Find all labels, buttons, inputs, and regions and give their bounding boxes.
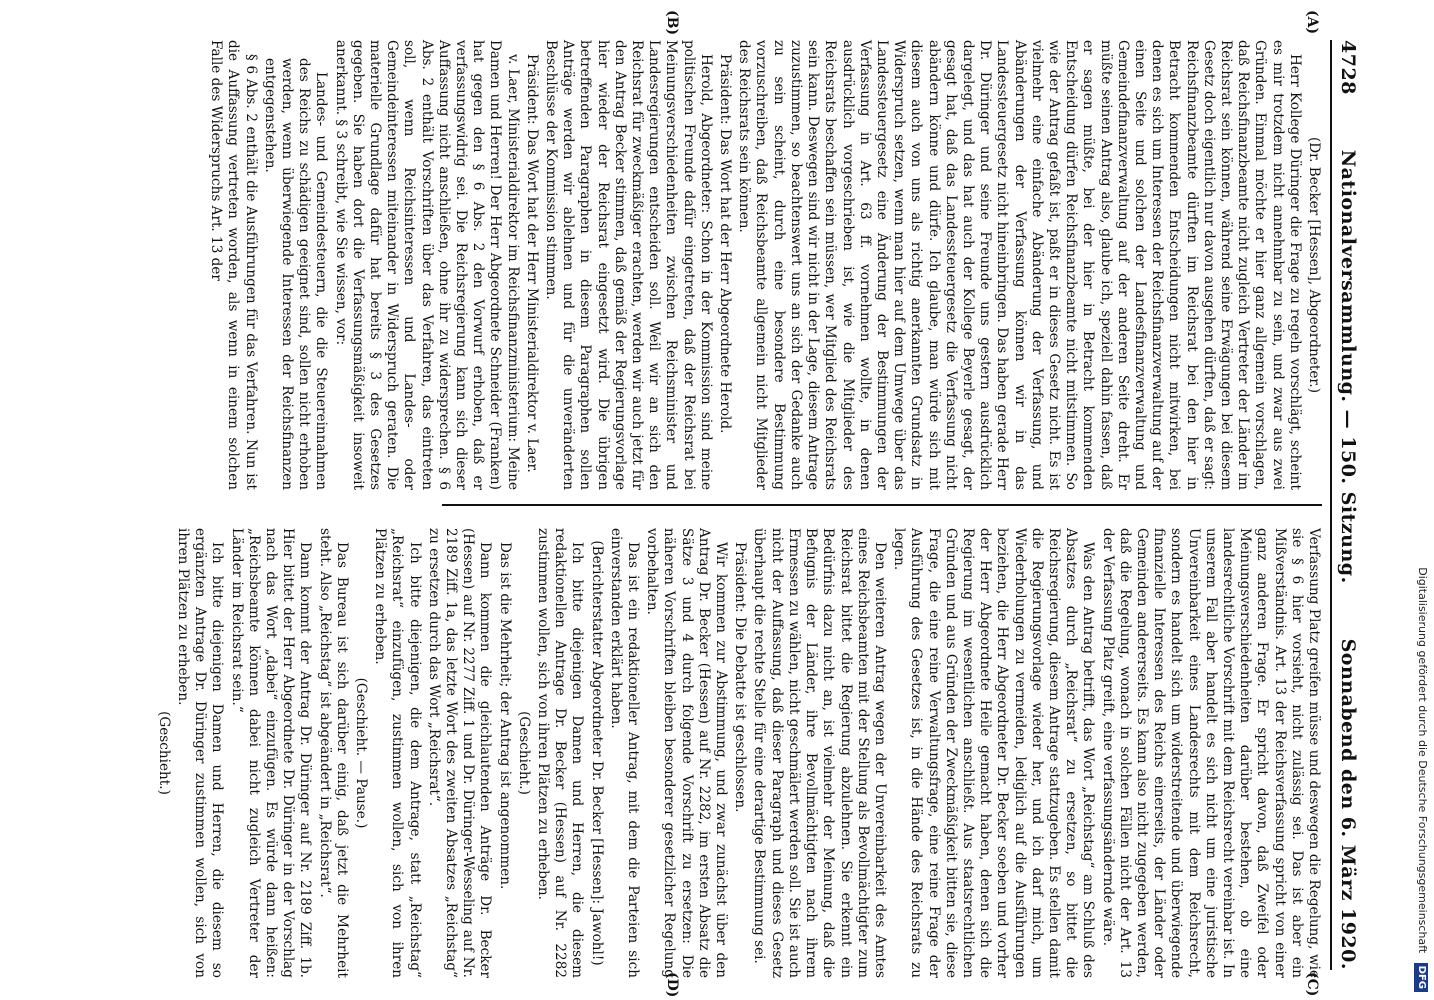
paragraph: Dann kommt der Antrag Dr. Düringer auf Nr. 2189 Ziff. 1b. Hier bittet der Herr Abgeordnete Dr. Düringer in der Vorschlag nach das Wort „dabei“ einzufügen. Es würde dann heißen: „Reichsbeamte können dabei nicht zugleich Vertreter der Länder im Reichsrat sein.“ xyxy=(228,528,314,978)
paragraph: Ich bitte diejenigen, die dem Antrage, statt „Reichstag“ „Reichsrat“ einzufügen, zustimmen wollen, sich von ihren Plätzen zu erheben. xyxy=(372,528,423,978)
right-column xyxy=(155,528,1322,978)
paragraph: (Berichterstatter Abgeordneter Dr. Becker [Hessen]: Jawohl!) xyxy=(588,540,605,966)
page-title: Nationalversammlung. — 150. Sitzung. xyxy=(1337,149,1359,584)
paragraph: Verfassung Platz greifen müsse und deswegen die Regelung, wie sie § 6 hier vorsieht, nicht zulässig sei. Das ist aber ein Mißverständnis. Art. 13 der Reichsverfassung spricht von einer ganz anderen Frage. Er spricht davon, daß Zweifel oder Meinungsverschiedenheiten darüber bestehen, ob eine landesrechtliche Vorschrift mit dem Reichsrecht vereinbar ist. In unserem Fall aber handelt es sich nicht um eine juristische Unvereinbarkeit eines Landesrechts mit dem Reichsrecht, sondern es handelt sich um widerstreitende und überwiegende finanzielle Interessen des Reichs einerseits, der Länder oder Gemeinden andererseits. Es kann also nicht zugegeben werden, daß die Regelung, wonach in solchen Fällen nicht der Art. 13 der Verfassung Platz greift, eine verfassungsändernde wäre. xyxy=(1099,528,1322,978)
paragraph: Ich bitte diejenigen Damen und Herren, die diesem redaktionellen Antrage Dr. Becker (Hessen) auf Nr. 2282 zustimmen wollen, sich von ihren Plätzen zu erheben. xyxy=(535,528,586,978)
paragraph: Landes- und Gemeindesteuern, die die Steuereinnahmen des Reichs zu schädigen geeignet sind, sollen nicht erhoben werden, wenn überwiegende Interessen der Reichsfinanzen entgegenstehen. xyxy=(261,58,330,490)
paragraph: (Geschieht. — Pause.) xyxy=(353,677,370,829)
column-divider xyxy=(442,504,1322,506)
paragraph: (Dr. Becker [Hessen], Abgeordneter.) xyxy=(1306,136,1322,394)
paragraph: § 6 Abs. 2 enthält die Ausführungen für das Verfahren. Nun ist die Auffassung vertreten worden, als wenn in einem solchen Falle des Widerspruchs Art. 13 der xyxy=(208,40,259,490)
paragraph: (Geschieht.) xyxy=(515,711,532,795)
margin-marker-a: (A) xyxy=(1304,10,1320,35)
left-column xyxy=(208,40,1322,490)
header-rule xyxy=(1330,40,1332,970)
page-header xyxy=(1334,40,1362,970)
margin-marker-b: (B) xyxy=(664,10,680,36)
paragraph: Den weiteren Antrag wegen der Unvereinbarkeit des Amtes eines Reichsbeamten mit der Stellung als Bevollmächtigter zum Reichsrat bittet die Regierung abzulehnen. Sie erkennt ein Bedürfnis dazu nicht an, ist vielmehr der Meinung, daß die Befugnis der Länder, ihre Bevollmächtigten nach ihrem Ermessen zu wählen, nicht geschmälert werden soll. Sie ist auch nicht der Auffassung, daß dieser Paragraph und dieses Gesetz überhaupt die rechte Stelle für eine derartige Bestimmung sei. xyxy=(751,528,888,978)
paragraph: v. Laer, Ministerialdirektor im Reichsfinanzministerium: Meine Damen und Herren! Der Herr Abgeordnete Schneider (Franken) hat gegen den § 6 Abs. 2 den Vorwurf erhoben, daß er verfassungswidrig sei. Die Reichsregierung kann sich dieser Auffassung nicht anschließen, ohne ihr zu widersprechen. § 6 Abs. 2 enthält Vorschriften über das Verfahren, das eintreten soll, wenn Reichsinteressen und Landes- oder Gemeindeinteressen miteinander in Widerspruch geraten. Die materielle Grundlage dafür hat bereits § 3 des Gesetzes gegeben. Sie haben dort die Verfassungsmäßigkeit insoweit anerkannt. § 3 schreibt, wie Sie wissen, vor: xyxy=(332,40,521,490)
paragraph: Das ist ein redaktioneller Antrag, mit dem die Parteien sich einverstanden erklärt haben. xyxy=(607,528,642,978)
margin-marker-c: (C) xyxy=(1304,972,1320,997)
paragraph: Das Bureau ist sich darüber einig, daß jetzt die Mehrheit steht. Also „Reichstag“ ist abgeändert in „Reichsrat“. xyxy=(316,528,350,978)
paragraph: Präsident: Das Wort hat der Herr Ministerialdirektor v. Laer. xyxy=(523,54,540,473)
paragraph: Herr Kollege Düringer die Frage zu regeln vorschlägt, scheint es mir trotzdem nicht annehmbar zu sein, und zwar aus zwei Gründen. Einmal möchte er hier ganz allgemein vorschlagen, daß Reichsfinanzbeamte nicht zugleich Vertreter der Länder im Reichsrat sein können, während seine Erwägungen bei diesem Gesetz doch eigentlich nur davon ausgehen dürften, daß er sagt: Reichsfinanzbeamte dürften im Reichsrat bei den hier in Betracht kommenden Entscheidungen nicht mitwirken, bei denen es sich um Interessen der Reichsfinanzverwaltung auf der einen Seite und solchen der Landesfinanzverwaltung und Gemeindefinanzverwaltung auf der anderen Seite dreht. Er müßte seinen Antrag also, glaube ich, speziell dahin fassen, daß er sagen müßte, bei der hier in Betracht kommenden Entscheidung dürfen Reichsfinanzbeamte nicht mitstimmen. So wie der Antrag gefaßt ist, paßt er in dieses Gesetz nicht. Es ist vielmehr eine einfache Abänderung der Verfassung, und Abänderungen der Verfassung können wir in das Landessteuergesetz nicht hineinbringen. Das haben gerade Herr Dr. Düringer und seine Freunde uns gestern ausdrücklich dargelegt, und das hat auch der Kollege Beyerle gesagt, der gesagt hat, daß das Landessteuergesetz die Verfassung nicht abändern könne und dürfe. Ich glaube, man würde sich mit diesem auch von uns als richtig anerkannten Grundsatz in Widerspruch setzen, wenn man hier auf dem Umwege über das Landessteuergesetz eine Änderung der Bestimmungen der Verfassung in Art. 63 ff. vornehmen wollte, in denen ausdrücklich vorgeschrieben ist, wie die Mitglieder des Reichsrats beschaffen sein müssen, wer Mitglied des Reichsrats sein kann. Deswegen sind wir nicht in der Lage, diesem Antrage zuzustimmen, so beachtenswert uns an sich der Gedanke auch zu sein scheint, durch eine besondere Bestimmung vorzuschreiben, daß Reichsbeamte allgemein nicht Mitglieder des Reichsrats sein können. xyxy=(736,40,1303,490)
paragraph: Präsident: Die Debatte ist geschlossen. xyxy=(732,542,749,813)
dfg-logo: DFG xyxy=(1414,963,1428,992)
paragraph: Wir kommen zur Abstimmung, und zwar zunächst über den Antrag Dr. Becker (Hessen) auf Nr. 2282, im ersten Absatz die Sätze 3 und 4 durch folgende Vorschrift zu ersetzen: Die näheren Vorschriften bleiben besonderer gesetzlicher Regelung vorbehalten. xyxy=(644,528,730,978)
paragraph: Ich bitte diejenigen Damen und Herren, die diesem so ergänzten Antrage Dr. Düringer zustimmen wollen, sich von ihren Plätzen zu erheben. xyxy=(175,528,226,978)
page-date: Sonnabend den 6. März 1920. xyxy=(1337,638,1359,970)
page-number: 4728 xyxy=(1337,40,1359,95)
paragraph: Was den Antrag betrifft, das Wort „Reichstag“ am Schluß des Absatzes durch „Reichsrat“ zu ersetzen, so bittet die Reichsregierung, diesem Antrage stattzugeben. Es stellen damit die Regierungsvorlage wieder her, und ich darf mich, um Wiederholungen zu vermeiden, lediglich auf die Ausführungen beziehen, die Herr Abgeordneter Dr. Becker soeben und vorher der Herr Abgeordnete Heile gemacht haben, denen sich die Regierung im wesentlichen anschließt. Aus staatsrechtlichen Gründen und aus Gründen der Zweckmäßigkeit bitten sie, diese Frage, die eine reine Verwaltungsfrage, eine reine Frage der Ausführung des Gesetzes ist, in die Hände des Reichsrats zu legen. xyxy=(891,528,1097,978)
margin-marker-d: (D) xyxy=(664,972,680,998)
paragraph: Das ist die Mehrheit; der Antrag ist angenommen. xyxy=(496,542,513,890)
footer-credit-text: Digitalisierung gefördert durch die Deutsche Forschungsgemeinschaft xyxy=(1416,567,1429,954)
paragraph: Präsident: Das Wort hat der Herr Abgeordnete Herold. xyxy=(717,54,734,434)
footer-credit xyxy=(1410,0,1434,1000)
paragraph: Herold, Abgeordneter: Schon in der Kommission sind meine politischen Freunde dafür eingetreten, daß der Reichsrat bei Meinungsverschiedenheiten zwischen Reichsminister und Landesregierungen entscheiden soll. Weil wir an sich den Reichsrat für zweckmäßiger erachten, werden wir auch jetzt für den Antrag Becker stimmen, daß gemäß der Regierungsvorlage hier wieder der Reichsrat eingesetzt wird. Die übrigen betreffenden Paragraphen in diesem Paragraphen sollen Anträge werden wir ablehnen und für die unveränderten Beschlüsse der Kommission stimmen. xyxy=(543,40,714,490)
paragraph: (Geschieht.) xyxy=(155,711,172,795)
footer-bar xyxy=(1410,0,1434,1000)
paragraph: Dann kommen die gleichlautenden Anträge Dr. Becker (Hessen) auf Nr. 2277 Ziff. 1 und Dr. Düringer-Wesseling auf Nr. 2189 Ziff. 1a, das letzte Wort des zweiten Absatzes „Reichstag“ zu ersetzen durch das Wort „Reichsrat“. xyxy=(425,528,494,978)
